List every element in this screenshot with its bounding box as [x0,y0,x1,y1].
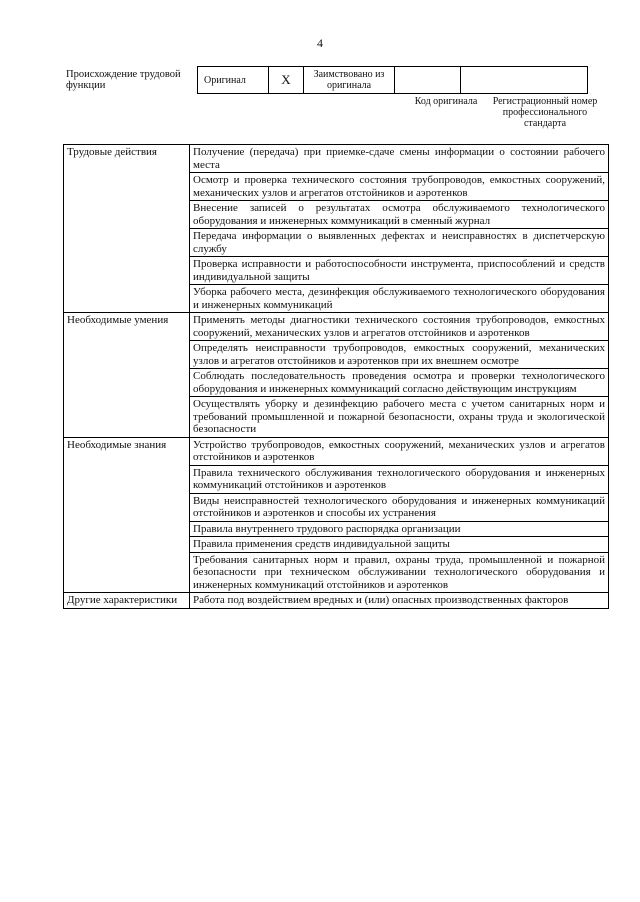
section-title: Другие характеристики [64,593,190,609]
origin-table [197,66,588,94]
original-cell: Оригинал [198,67,269,94]
table-row [64,593,609,609]
section-item: Осуществлять уборку и дезинфекцию рабочего места с учетом санитарных норм и требований промышленной и пожарной безопасности, охраны труда и экологической безопасности [190,397,609,438]
section-title: Необходимые умения [64,313,190,438]
section-item: Уборка рабочего места, дезинфекция обслуживаемого технологического оборудования и инженерных коммуникаций [190,285,609,313]
section-item: Правила применения средств индивидуальной защиты [190,537,609,553]
section-item: Определять неисправности трубопроводов, емкостных сооружений, механических узлов и агрегатов отстойников и аэротенков при их внешнем осмотре [190,341,609,369]
section-item: Устройство трубопроводов, емкостных сооружений, механических узлов и агрегатов отстойников и аэротенков [190,437,609,465]
borrowed-cell: Заимствовано из оригинала [304,67,395,94]
original-mark: X [269,67,304,94]
section-item: Виды неисправностей технологического оборудования и инженерных коммуникаций отстойников и аэротенков и способы их устранения [190,493,609,521]
section-item: Правила внутреннего трудового распорядка организации [190,521,609,537]
section-item: Правила технического обслуживания технологического оборудования и инженерных коммуникаций отстойников и аэротенков [190,465,609,493]
table-row [64,313,609,341]
table-row [64,145,609,173]
origin-row [198,67,588,94]
code-cell [395,67,461,94]
section-item: Соблюдать последовательность проведения осмотра и проверки технологического оборудования и инженерных коммуникаций согласно действующим инструкциям [190,369,609,397]
reg-number-caption: Регистрационный номер профессионального стандарта [492,96,598,129]
section-item: Проверка исправности и работоспособности инструмента, приспособлений и средств индивидуальной защиты [190,257,609,285]
page-number: 4 [317,36,323,50]
origin-label: Происхождение трудовой функции [66,69,181,91]
section-item: Требования санитарных норм и правил, охраны труда, промышленной и пожарной безопасности при техническом обслуживании технологического оборудования и инженерных коммуникаций отстойников и аэротенков [190,552,609,593]
section-title: Трудовые действия [64,145,190,313]
section-item: Осмотр и проверка технического состояния трубопроводов, емкостных сооружений, механических узлов и агрегатов отстойников и аэротенков [190,173,609,201]
code-caption: Код оригинала [414,96,478,107]
reg-number-cell [461,67,588,94]
section-item: Внесение записей о результатах осмотра обслуживаемого технологического оборудования и инженерных коммуникаций в сменный журнал [190,201,609,229]
function-table-body [64,145,609,609]
function-table [63,144,609,609]
table-row [64,437,609,465]
section-item: Применять методы диагностики технического состояния трубопроводов, емкостных сооружений, механических узлов и агрегатов отстойников и аэротенков [190,313,609,341]
section-item: Работа под воздействием вредных и (или) опасных производственных факторов [190,593,609,609]
section-item: Получение (передача) при приемке-сдаче смены информации о состоянии рабочего места [190,145,609,173]
section-title: Необходимые знания [64,437,190,593]
section-item: Передача информации о выявленных дефектах и неисправностях в диспетчерскую службу [190,229,609,257]
